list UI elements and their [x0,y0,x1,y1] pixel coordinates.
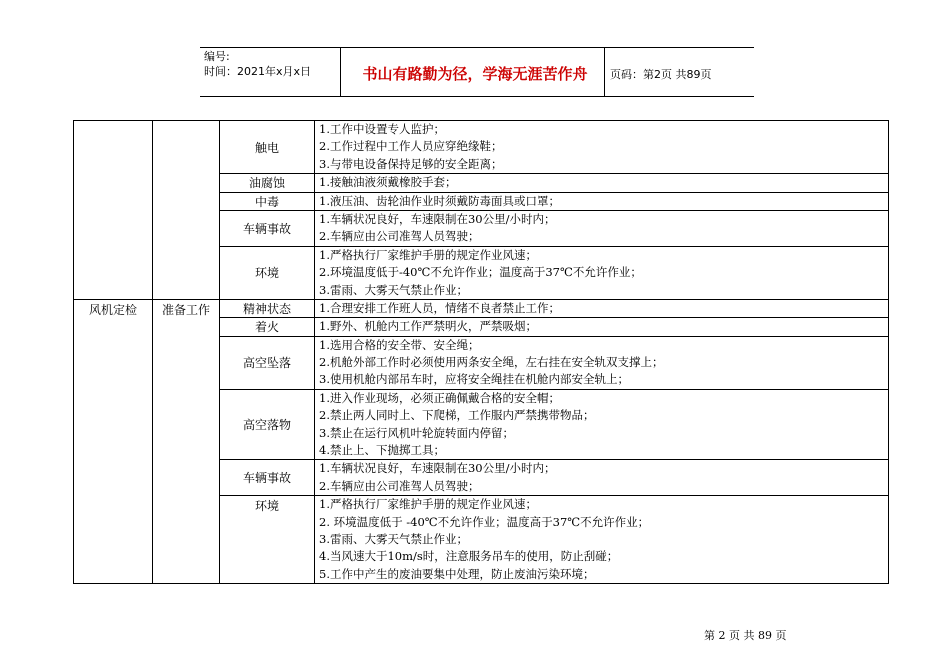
hazard-cell: 触电 [220,121,315,174]
hazard-cell: 高空坠落 [220,336,315,389]
hazard-cell: 精神状态 [220,299,315,317]
phase-label: 准备工作 [161,302,210,317]
measures-cell [315,318,889,336]
measure-line: 1.车辆状况良好，车速限制在30公里/小时内； [319,461,556,476]
measure-line: 1.合理安排工作班人员，情绪不良者禁止工作； [319,300,560,315]
measure-line: 2.车辆应由公司准驾人员驾驶； [319,229,480,244]
measure-line: 1.选用合格的安全带、安全绳； [319,337,480,352]
category-cell-blank [74,121,153,300]
header-divider-left [340,47,341,97]
measure-line: 2.工作过程中工作人员应穿绝缘鞋； [319,139,503,154]
measures-cell [315,389,889,460]
document-date: 时间：2021年x月x日 [204,65,312,78]
measures-cell [315,210,889,246]
measure-line: 1.严格执行厂家维护手册的规定作业风速； [319,497,537,512]
page-header [200,47,754,97]
measure-line: 4.禁止上、下抛掷工具； [319,443,445,458]
hazard-cell: 车辆事故 [220,210,315,246]
page-footer: 第 2 页 共 89 页 [704,629,787,642]
header-top-rule [200,47,754,48]
measure-line: 1.接触油液须戴橡胶手套； [319,175,457,190]
measure-line: 1.液压油、齿轮油作业时须戴防毒面具或口罩； [319,193,560,208]
measure-line: 3.使用机舱内部吊车时，应将安全绳挂在机舱内部安全轨上； [319,372,629,387]
measure-line: 1.野外、机舱内工作严禁明火，严禁吸烟； [319,319,537,334]
category-label: 风机定检 [88,302,137,317]
measures-cell [315,496,889,584]
category-cell [74,299,153,583]
measure-line: 1.车辆状况良好，车速限制在30公里/小时内； [319,211,556,226]
measure-line: 2.禁止两人同时上、下爬梯，工作服内严禁携带物品； [319,408,595,423]
measures-cell [315,121,889,174]
hazard-cell: 着火 [220,318,315,336]
measure-line: 2.环境温度低于-40℃不允许作业；温度高于37℃不允许作业； [319,265,642,280]
measure-line: 1.工作中设置专人监护； [319,122,445,136]
measures-cell [315,299,889,317]
measure-line: 2.机舱外部工作时必须使用两条安全绳，左右挂在安全轨双支撑上； [319,355,664,370]
measures-cell [315,336,889,389]
measures-cell [315,460,889,496]
phase-cell-blank [153,121,220,300]
hazard-cell: 环境 [220,246,315,299]
header-motto: 书山有路勤为径，学海无涯苦作舟 [362,65,588,83]
measure-line: 3.与带电设备保持足够的安全距离； [319,156,503,171]
header-meta [204,49,311,79]
header-divider-right [604,47,605,97]
measures-cell [315,174,889,192]
measures-cell [315,192,889,210]
document-number-label: 编号: [204,50,230,63]
hazard-cell: 环境 [220,496,315,584]
header-page-code: 页码：第2页 共89页 [610,68,712,81]
measure-line: 2. 环境温度低于 -40℃不允许作业；温度高于37℃不允许作业； [319,514,650,529]
measure-line: 1.进入作业现场，必须正确佩戴合格的安全帽； [319,390,560,405]
hazard-cell: 油腐蚀 [220,174,315,192]
hazard-cell: 中毒 [220,192,315,210]
measure-line: 3.禁止在运行风机叶轮旋转面内停留； [319,425,514,440]
header-bottom-rule [200,96,754,97]
measure-line: 3.雷雨、大雾天气禁止作业； [319,531,468,546]
hazard-cell: 高空落物 [220,389,315,460]
measure-line: 5.工作中产生的废油要集中处理，防止废油污染环境； [319,566,595,581]
measure-line: 2.车辆应由公司准驾人员驾驶； [319,478,480,493]
measure-line: 4.当风速大于10m/s时，注意服务吊车的使用，防止刮碰； [319,549,619,564]
table-row [74,121,889,174]
table-row [74,299,889,317]
measures-cell [315,246,889,299]
measure-line: 1.严格执行厂家维护手册的规定作业风速； [319,247,537,262]
measure-line: 3.雷雨、大雾天气禁止作业； [319,282,468,297]
hazard-cell: 车辆事故 [220,460,315,496]
phase-cell [153,299,220,583]
safety-measures-table [73,120,889,584]
